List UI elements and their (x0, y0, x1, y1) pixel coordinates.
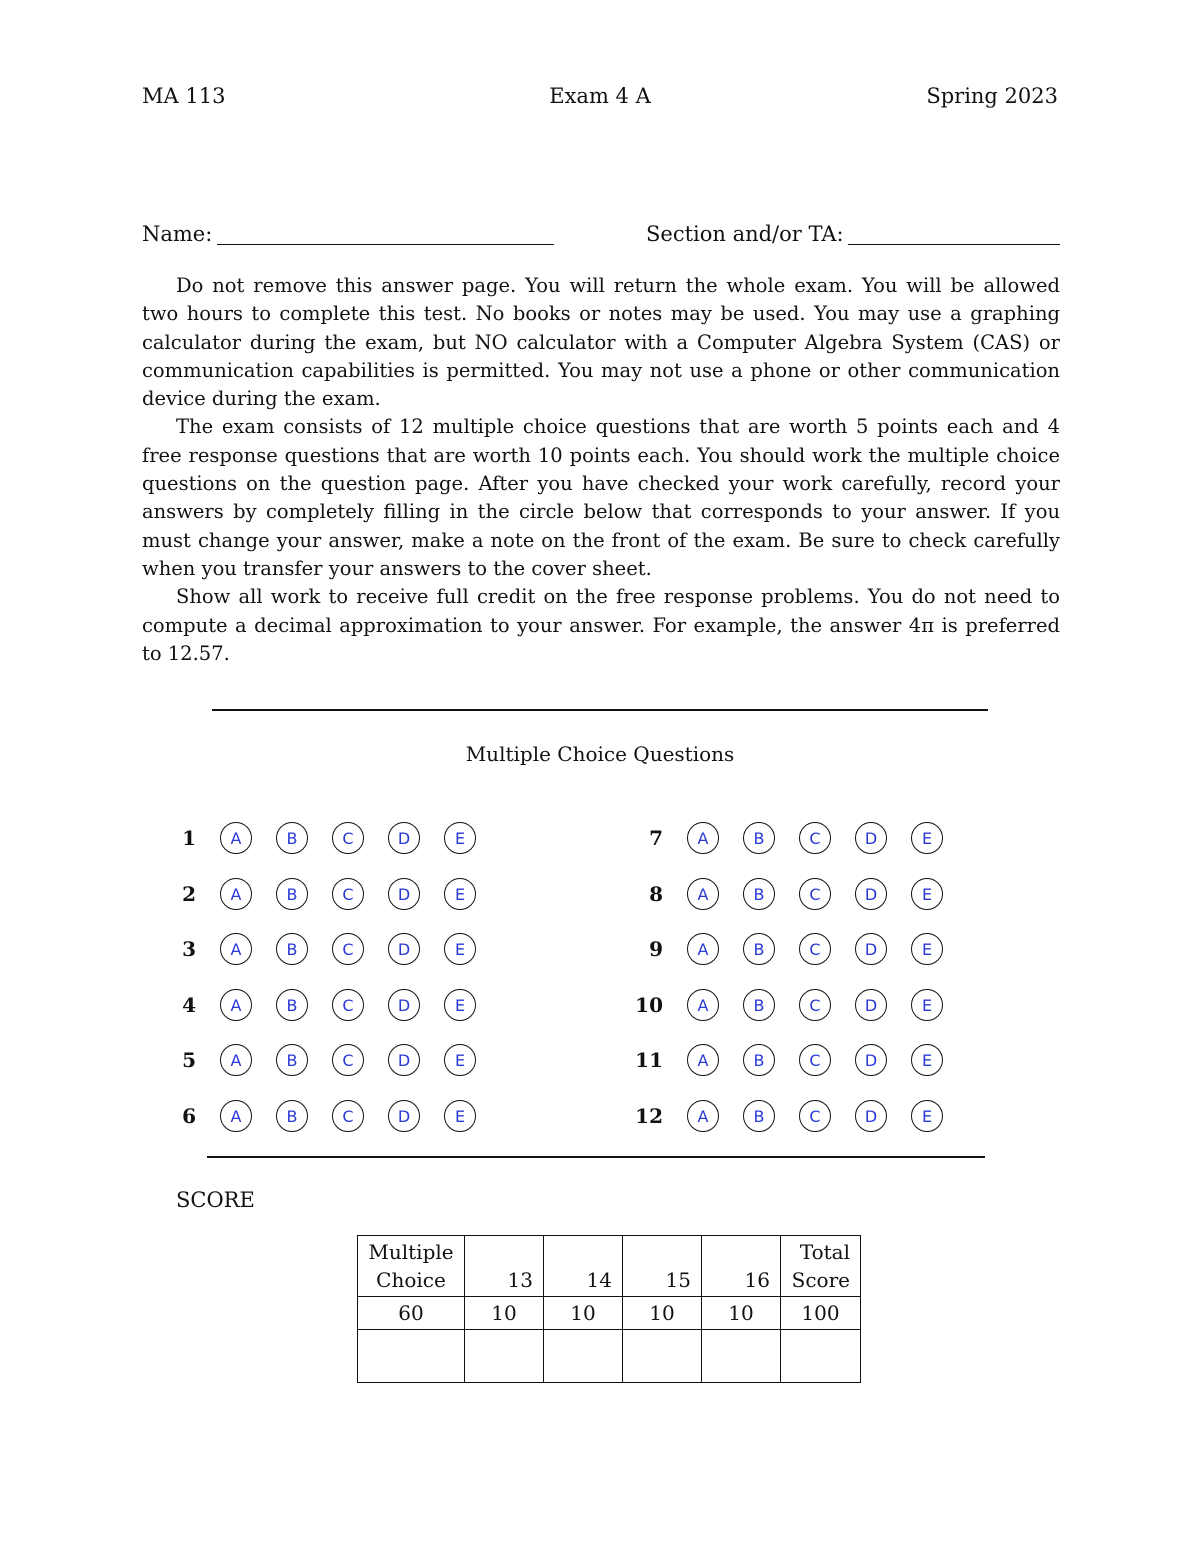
points-cell: 10 (702, 1297, 781, 1330)
question-number: 7 (649, 826, 663, 850)
answer-bubble-d[interactable]: D (388, 1044, 420, 1076)
question-15-header: 15 (623, 1236, 702, 1297)
points-cell: 10 (544, 1297, 623, 1330)
question-row (603, 985, 943, 1025)
header-line: Multiple (368, 1240, 454, 1264)
answer-bubble-e[interactable]: E (444, 1100, 476, 1132)
name-line[interactable] (217, 244, 554, 245)
score-entry-cell[interactable] (544, 1330, 623, 1383)
instructions-paragraph: The exam consists of 12 multiple choice questions that are worth 5 points each and 4 free response questions that are worth 10 points each. You should work the multiple choice questions on the question page. After you have checked your work carefully, record your answers by completely filling in the circle below that corresponds to your answer. If you must change your answer, make a note on the front of the exam. Be sure to check carefully when you transfer your answers to the cover sheet. (142, 415, 1060, 580)
score-table (357, 1235, 861, 1383)
score-label: SCORE (176, 1188, 255, 1212)
answer-bubble-a[interactable]: A (687, 1100, 719, 1132)
answer-bubble-c[interactable]: C (799, 1100, 831, 1132)
instructions-paragraph: Do not remove this answer page. You will return the whole exam. You will be allowed two hours to complete this test. No books or notes may be used. You may use a graphing calculator during the exam, but NO calculator with a Computer Algebra System (CAS) or communication capabilities is permitted. You may not use a phone or other communication device during the exam. (142, 274, 1060, 411)
answer-bubble-d[interactable]: D (855, 878, 887, 910)
answer-bubble-b[interactable]: B (276, 1100, 308, 1132)
answer-bubble-a[interactable]: A (687, 989, 719, 1021)
answer-bubble-d[interactable]: D (855, 933, 887, 965)
answer-bubble-c[interactable]: C (332, 822, 364, 854)
question-14-header: 14 (544, 1236, 623, 1297)
multiple-choice-header (358, 1236, 465, 1297)
answer-bubble-d[interactable]: D (855, 1044, 887, 1076)
answer-bubble-b[interactable]: B (743, 933, 775, 965)
question-number: 3 (182, 937, 196, 961)
header-line: Score (791, 1268, 850, 1292)
answer-bubble-d[interactable]: D (388, 878, 420, 910)
answer-bubble-b[interactable]: B (276, 989, 308, 1021)
answer-bubble-c[interactable]: C (799, 989, 831, 1021)
question-row (603, 929, 943, 969)
points-row (358, 1297, 861, 1330)
question-13-header: 13 (465, 1236, 544, 1297)
answer-bubble-c[interactable]: C (799, 878, 831, 910)
bottom-divider (207, 1156, 985, 1158)
question-number: 1 (182, 826, 196, 850)
answer-bubble-e[interactable]: E (444, 1044, 476, 1076)
points-cell: 10 (623, 1297, 702, 1330)
score-entry-cell[interactable] (702, 1330, 781, 1383)
answer-bubble-b[interactable]: B (743, 822, 775, 854)
section-line[interactable] (848, 244, 1060, 245)
section-label: Section and/or TA: (646, 222, 844, 246)
answer-bubble-e[interactable]: E (911, 989, 943, 1021)
question-16-header: 16 (702, 1236, 781, 1297)
question-row (603, 1096, 943, 1136)
question-number: 10 (635, 993, 663, 1017)
score-header-row (358, 1236, 861, 1297)
answer-bubble-e[interactable]: E (444, 878, 476, 910)
question-row (136, 1040, 476, 1080)
header-line: Total (799, 1240, 850, 1264)
answer-bubble-c[interactable]: C (799, 822, 831, 854)
answer-bubble-b[interactable]: B (276, 1044, 308, 1076)
answer-bubble-b[interactable]: B (276, 933, 308, 965)
course-code: MA 113 (142, 84, 226, 108)
name-label: Name: (142, 222, 213, 246)
answer-bubble-a[interactable]: A (687, 1044, 719, 1076)
points-cell: 60 (358, 1297, 465, 1330)
multiple-choice-title: Multiple Choice Questions (465, 742, 735, 766)
instructions (142, 272, 1060, 668)
header-line: Choice (376, 1268, 446, 1292)
answer-bubble-b[interactable]: B (276, 878, 308, 910)
question-number: 8 (649, 882, 663, 906)
answer-bubble-b[interactable]: B (743, 1100, 775, 1132)
answer-bubble-e[interactable]: E (911, 933, 943, 965)
score-entry-cell[interactable] (781, 1330, 861, 1383)
answer-bubble-e[interactable]: E (911, 878, 943, 910)
answer-bubble-b[interactable]: B (743, 878, 775, 910)
question-number: 9 (649, 937, 663, 961)
question-row (603, 818, 943, 858)
question-row (603, 874, 943, 914)
answer-bubble-d[interactable]: D (388, 1100, 420, 1132)
points-cell: 10 (465, 1297, 544, 1330)
student-info-fields (142, 222, 1060, 252)
answer-bubble-a[interactable]: A (687, 878, 719, 910)
term: Spring 2023 (926, 84, 1058, 108)
score-entry-cell[interactable] (465, 1330, 544, 1383)
answer-bubble-a[interactable]: A (220, 822, 252, 854)
answer-bubble-d[interactable]: D (388, 989, 420, 1021)
question-row (136, 985, 476, 1025)
answer-bubble-e[interactable]: E (911, 1044, 943, 1076)
question-number: 2 (182, 882, 196, 906)
answer-bubble-b[interactable]: B (743, 989, 775, 1021)
answer-bubble-c[interactable]: C (332, 878, 364, 910)
answer-bubble-e[interactable]: E (444, 822, 476, 854)
answer-bubble-a[interactable]: A (220, 1044, 252, 1076)
score-entry-cell[interactable] (623, 1330, 702, 1383)
answer-bubble-a[interactable]: A (687, 822, 719, 854)
question-row (136, 818, 476, 858)
total-score-header (781, 1236, 861, 1297)
exam-title: Exam 4 A (549, 84, 651, 108)
answer-bubble-b[interactable]: B (276, 822, 308, 854)
answer-bubble-d[interactable]: D (855, 1100, 887, 1132)
answer-bubble-e[interactable]: E (444, 933, 476, 965)
answer-bubble-c[interactable]: C (332, 989, 364, 1021)
answer-bubble-d[interactable]: D (855, 822, 887, 854)
question-row (603, 1040, 943, 1080)
question-number: 12 (635, 1104, 663, 1128)
question-number: 11 (635, 1048, 663, 1072)
score-entry-row (358, 1330, 861, 1383)
question-number: 5 (182, 1048, 196, 1072)
answer-bubble-c[interactable]: C (799, 933, 831, 965)
question-number: 4 (182, 993, 196, 1017)
question-row (136, 874, 476, 914)
question-number: 6 (182, 1104, 196, 1128)
question-row (136, 929, 476, 969)
answer-bubble-a[interactable]: A (220, 1100, 252, 1132)
answer-bubble-e[interactable]: E (444, 989, 476, 1021)
answer-bubble-e[interactable]: E (911, 822, 943, 854)
points-cell: 100 (781, 1297, 861, 1330)
answer-bubble-c[interactable]: C (332, 933, 364, 965)
question-row (136, 1096, 476, 1136)
answer-bubble-d[interactable]: D (388, 933, 420, 965)
score-entry-cell[interactable] (358, 1330, 465, 1383)
answer-bubble-c[interactable]: C (332, 1100, 364, 1132)
answer-bubble-a[interactable]: A (687, 933, 719, 965)
answer-bubble-a[interactable]: A (220, 878, 252, 910)
answer-bubble-a[interactable]: A (220, 989, 252, 1021)
answer-bubble-a[interactable]: A (220, 933, 252, 965)
answer-bubble-c[interactable]: C (332, 1044, 364, 1076)
instructions-paragraph: Show all work to receive full credit on the free response problems. You do not need to compute a decimal approximation to your answer. For example, the answer 4π is preferred to 12.57. (142, 585, 1060, 665)
answer-bubble-b[interactable]: B (743, 1044, 775, 1076)
answer-bubble-d[interactable]: D (855, 989, 887, 1021)
answer-bubble-d[interactable]: D (388, 822, 420, 854)
answer-bubble-e[interactable]: E (911, 1100, 943, 1132)
answer-bubble-c[interactable]: C (799, 1044, 831, 1076)
top-divider (212, 709, 988, 711)
